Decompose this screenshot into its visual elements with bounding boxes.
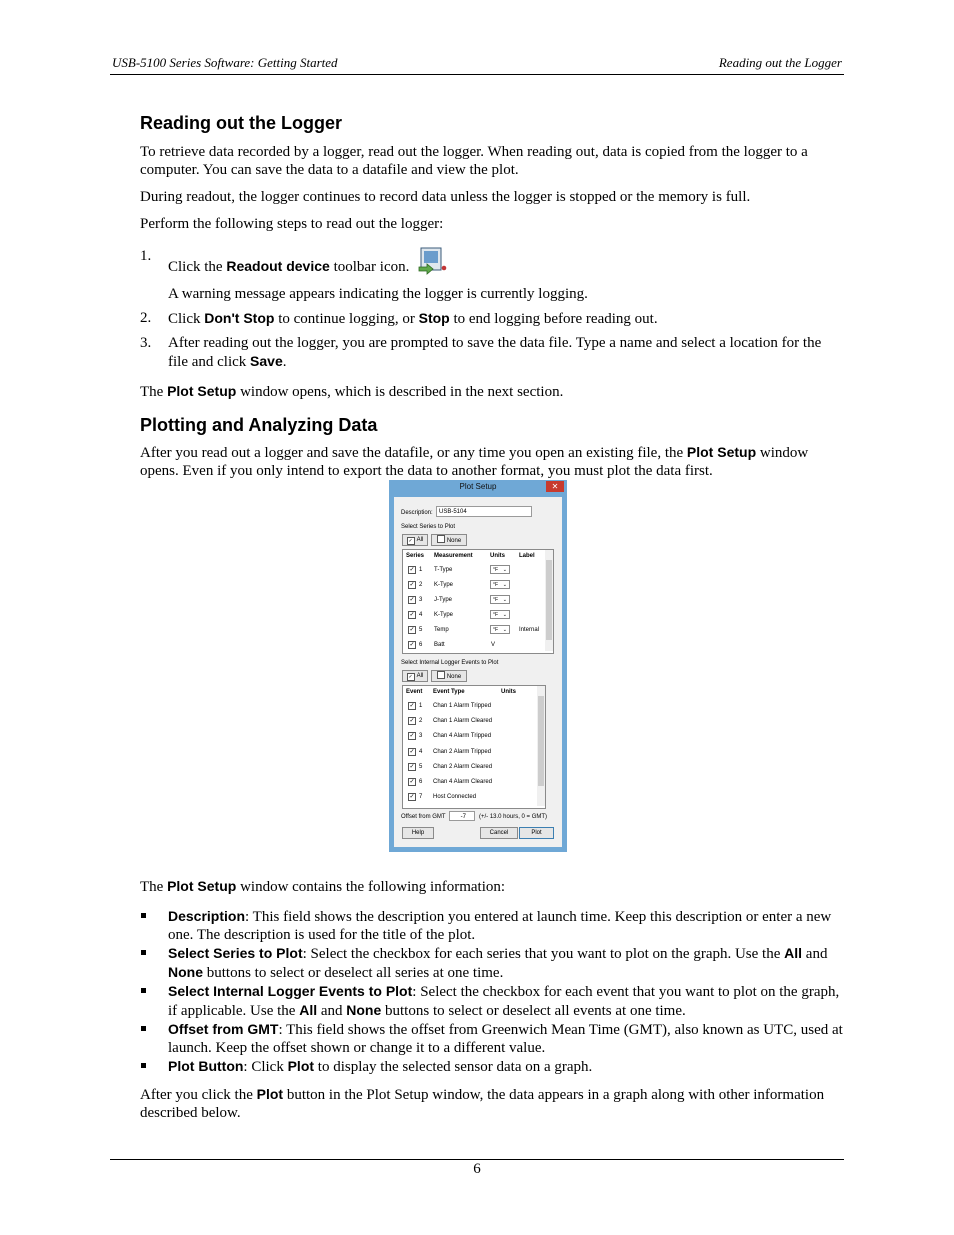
header-rule <box>110 74 844 75</box>
paragraph: The Plot Setup window contains the following information: <box>140 878 506 895</box>
chevron-down-icon: ⌄ <box>502 597 507 603</box>
series-measurement: Temp <box>434 627 449 633</box>
series-id: 3 <box>419 597 423 603</box>
series-units-select[interactable]: °F ⌄ <box>490 625 510 634</box>
step-note: A warning message appears indicating the logger is currently logging. <box>168 286 588 302</box>
section-title-reading: Reading out the Logger <box>140 113 342 133</box>
series-units-select[interactable]: °F ⌄ <box>490 565 510 574</box>
events-section-label: Select Internal Logger Events to Plot <box>401 660 499 666</box>
chevron-down-icon: ⌄ <box>502 567 507 573</box>
series-row <box>403 624 553 636</box>
paragraph: During readout, the logger continues to record data unless the logger is stopped or the memory is full. <box>140 189 751 205</box>
description-input[interactable]: USB-5104 <box>436 506 532 517</box>
list-item: Plot Button: Click Plot to display the selected sensor data on a graph. <box>140 1057 844 1076</box>
event-row <box>403 730 545 742</box>
event-checkbox[interactable]: ✓ <box>409 748 415 755</box>
series-row <box>403 564 553 576</box>
series-id: 5 <box>419 627 423 633</box>
events-table: Event Event Type Units ✓ 1 Chan 1 Alarm Tripped ✓ 2 Chan 1 Alarm Cleared ✓ 3 Chan 4 Alarm Tripped ✓ 4 Chan 2 Alarm Tripped ✓ 5 Chan 2 Alarm Cleared ✓ 6 Chan 4 Alarm Cleared ✓ 7 Host Connected <box>402 685 546 809</box>
event-checkbox[interactable]: ✓ <box>409 779 415 785</box>
series-checkbox[interactable]: ✓ <box>409 612 415 618</box>
event-type: Chan 1 Alarm Tripped <box>433 703 492 709</box>
series-measurement: J-Type <box>434 597 453 603</box>
offset-hint: (+/- 13.0 hours, 0 = GMT) <box>479 814 548 820</box>
header-doc-title: USB-5100 Series Software: Getting Started <box>112 55 338 70</box>
cancel-button[interactable]: Cancel <box>480 827 518 839</box>
series-units-select[interactable]: °F ⌄ <box>490 610 510 619</box>
series-checkbox[interactable]: ✓ <box>409 597 415 603</box>
event-id: 4 <box>419 748 423 755</box>
step-item: 1. Click the Readout device toolbar icon. A warning message appears indicating the logger is currently logging. <box>140 247 844 303</box>
event-row <box>403 746 545 758</box>
help-button[interactable]: Help <box>402 827 434 839</box>
series-measurement: K-Type <box>434 612 454 618</box>
series-units-select[interactable]: °F ⌄ <box>490 580 510 589</box>
footer-rule <box>110 1159 844 1160</box>
step-item: 2. Click Don't Stop to continue logging, or Stop to end logging before reading out. <box>140 310 658 327</box>
event-id: 2 <box>419 718 423 725</box>
series-measurement: K-Type <box>434 582 454 588</box>
series-row <box>403 639 553 651</box>
paragraph: To retrieve data recorded by a logger, read out the logger. When reading out, data is copied from the logger to a computer. You can save the data to a datafile and view the plot. <box>140 144 808 178</box>
info-list <box>140 907 844 1076</box>
series-table: Series Measurement Units Label ✓ 1 T-Type °F ⌄ ✓ 2 K-Type °F ⌄ ✓ 3 J-Type °F ⌄ ✓ 4 K-Type °F ⌄ ✓ 5 Temp °F ⌄ Internal ✓ 6 Batt V <box>402 549 554 654</box>
offset-input[interactable]: -7 <box>449 811 475 821</box>
series-row <box>403 579 553 591</box>
series-label: Internal <box>519 627 540 633</box>
paragraph: Perform the following steps to read out the logger: <box>140 216 444 232</box>
series-section-label: Select Series to Plot <box>401 524 456 530</box>
list-item: Offset from GMT: This field shows the offset from Greenwich Mean Time (GMT), also known as UTC, used at launch. Keep the offset shown or change it to a different value. <box>140 1020 844 1057</box>
dialog-title: Plot Setup <box>459 482 497 491</box>
event-type: Chan 2 Alarm Tripped <box>433 748 492 755</box>
paragraph: After you read out a logger and save the datafile, or any time you open an existing file, the Plot Setup window opens. Even if you only intend to export the data to another format, you must plot the data first. <box>140 444 809 479</box>
event-id: 6 <box>419 779 423 785</box>
event-type: Chan 4 Alarm Tripped <box>433 733 492 740</box>
event-checkbox[interactable]: ✓ <box>409 733 415 740</box>
page-number: 6 <box>473 1161 481 1177</box>
event-checkbox[interactable]: ✓ <box>409 794 415 801</box>
event-id: 5 <box>419 763 423 770</box>
event-id: 7 <box>419 794 423 801</box>
event-type: Chan 4 Alarm Cleared <box>433 779 493 785</box>
series-id: 6 <box>419 642 423 648</box>
event-type: Chan 1 Alarm Cleared <box>433 718 493 725</box>
series-all-button[interactable]: ✓ All <box>402 534 428 546</box>
section-title-plotting: Plotting and Analyzing Data <box>140 415 378 435</box>
chevron-down-icon: ⌄ <box>502 582 507 588</box>
series-units: V <box>491 642 496 648</box>
series-measurement: T-Type <box>434 567 453 573</box>
paragraph: After you click the Plot button in the Plot Setup window, the data appears in a graph along with other information described below. <box>140 1086 825 1121</box>
plot-button[interactable]: Plot <box>519 827 554 839</box>
header-section-title: Reading out the Logger <box>718 55 842 70</box>
event-row <box>403 700 545 712</box>
series-checkbox[interactable]: ✓ <box>409 627 415 633</box>
series-measurement: Batt <box>434 642 445 648</box>
events-all-button[interactable]: ✓ All <box>402 670 428 682</box>
series-units-select[interactable]: °F ⌄ <box>490 595 510 604</box>
series-row <box>403 594 553 606</box>
series-id: 2 <box>419 582 423 588</box>
chevron-down-icon: ⌄ <box>502 612 507 618</box>
event-checkbox[interactable]: ✓ <box>409 703 415 709</box>
event-row <box>403 791 545 803</box>
series-row <box>403 609 553 621</box>
series-checkbox[interactable]: ✓ <box>409 642 415 648</box>
offset-label: Offset from GMT <box>401 814 446 820</box>
event-id: 1 <box>419 703 423 709</box>
plot-setup-dialog <box>389 480 567 852</box>
events-none-button[interactable]: None <box>431 670 467 682</box>
event-row <box>403 761 545 773</box>
event-checkbox[interactable]: ✓ <box>409 718 415 725</box>
dialog-body <box>394 497 562 847</box>
series-id: 1 <box>419 567 423 573</box>
list-item: Description: This field shows the description you entered at launch time. Keep this description or enter a new one. The description is used for the title of the plot. <box>140 907 844 944</box>
event-checkbox[interactable]: ✓ <box>409 763 415 770</box>
step-item: 3. After reading out the logger, you are prompted to save the data file. Type a name and select a location for the file and click Save. <box>140 335 822 370</box>
event-type: Host Connected <box>433 794 477 801</box>
series-checkbox[interactable]: ✓ <box>409 582 415 588</box>
event-row <box>403 776 545 788</box>
event-id: 3 <box>419 733 423 740</box>
series-checkbox[interactable]: ✓ <box>409 567 415 573</box>
readout-steps <box>140 247 844 371</box>
event-row <box>403 715 545 727</box>
chevron-down-icon: ⌄ <box>502 627 507 633</box>
event-type: Chan 2 Alarm Cleared <box>433 763 493 770</box>
series-id: 4 <box>419 612 423 618</box>
list-item: Select Series to Plot: Select the checkbox for each series that you want to plot on the graph. Use the All and None buttons to select or deselect all series at one time. <box>140 944 844 982</box>
list-item: Select Internal Logger Events to Plot: Select the checkbox for each event that you want to plot on the graph, if applicable. Use the All and None buttons to select or deselect all events at one time. <box>140 982 844 1020</box>
series-none-button[interactable]: None <box>431 534 467 546</box>
description-label: Description: <box>401 510 433 516</box>
paragraph: The Plot Setup window opens, which is described in the next section. <box>140 383 564 400</box>
close-icon[interactable]: ✕ <box>546 481 564 492</box>
readout-device-icon <box>417 247 447 280</box>
